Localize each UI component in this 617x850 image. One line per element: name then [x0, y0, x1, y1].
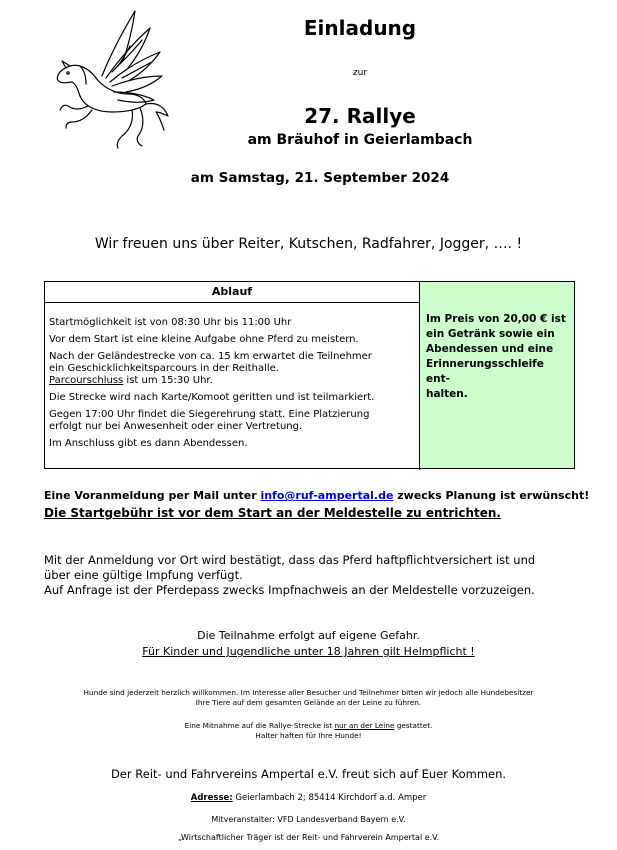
dogs-line3-leash: nur an der Leine — [334, 721, 395, 730]
schedule-parcours-line2: ein Geschicklichkeitsparcours in der Reithalle. — [49, 363, 279, 374]
dogs-line3-end: gestattet. — [394, 721, 433, 730]
preregistration-suffix: zwecks Planung ist erwünscht! — [393, 489, 590, 502]
dogs-line3-start: Eine Mitnahme auf die Rallye-Strecke ist — [184, 721, 335, 730]
schedule-dinner: Im Anschluss gibt es dann Abendessen. — [49, 438, 248, 449]
welcome-text: Wir freuen uns über Reiter, Kutschen, Radfahrer, Jogger, …. ! — [94, 236, 523, 252]
helmet-note: Für Kinder und Jugendliche unter 18 Jahren gilt Helmpflicht ! — [142, 645, 475, 658]
address-label: Adresse: — [190, 793, 233, 803]
zur-label: zur — [352, 68, 368, 78]
preregistration-note — [44, 489, 589, 502]
thanks-text: Der Reit- und Fahrvereins Ampertal e.V. freut sich auf Euer Kommen. — [110, 767, 507, 781]
price-line1: Im Preis von 20,00 € ist — [426, 313, 566, 325]
schedule-parcours-close-label: Parcourschluss — [49, 375, 124, 386]
schedule-parcours-line1: Nach der Geländestrecke von ca. 15 km erwartet die Teilnehmer — [49, 351, 372, 362]
rallye-title: 27. Rallye — [304, 104, 416, 128]
address-line — [0, 793, 617, 803]
schedule-ceremony-line1: Gegen 17:00 Uhr findet die Siegerehrung statt. Eine Platzierung — [49, 409, 370, 420]
schedule-heading: Ablauf — [45, 282, 419, 303]
insurance-line3: Auf Anfrage ist der Pferdepass zwecks Impfnachweis an der Meldestelle vorzuzeigen. — [44, 583, 535, 597]
risk-note: Die Teilnahme erfolgt auf eigene Gefahr. — [197, 629, 420, 642]
dogs-note — [0, 688, 617, 708]
price-line4: Erinnerungsschleife ent- — [426, 358, 544, 385]
schedule-cell — [45, 282, 420, 470]
address-value: Geierlambach 2; 85414 Kirchdorf a.d. Amper — [232, 793, 427, 803]
schedule-parcours-close-time: ist um 15:30 Uhr. — [123, 375, 213, 386]
info-table — [44, 281, 575, 469]
schedule-start: Startmöglichkeit ist von 08:30 Uhr bis 11:00 Uhr — [49, 317, 292, 328]
co-organizer: Mitveranstalter: VFD Landesverband Bayern e.V. — [211, 815, 406, 824]
schedule-ceremony — [49, 409, 419, 433]
schedule-parcours — [49, 351, 419, 387]
dogs-line2: Ihre Tiere auf dem gesamten Gelände an der Leine zu führen. — [195, 698, 422, 707]
price-line3: Abendessen und eine — [426, 343, 554, 355]
schedule-body — [45, 303, 419, 450]
venue-subtitle: am Bräuhof in Geierlambach — [247, 132, 473, 148]
price-line5: halten. — [426, 388, 468, 400]
economic-bearer: „Wirtschaftlicher Träger ist der Reit- und Fahrverein Ampertal e.V. — [177, 833, 440, 842]
preregistration-prefix: Eine Voranmeldung per Mail unter — [44, 489, 261, 502]
dogs-line3 — [0, 721, 617, 731]
fee-note: Die Startgebühr ist vor dem Start an der Meldestelle zu entrichten. — [44, 506, 501, 520]
schedule-task: Vor dem Start ist eine kleine Aufgabe ohne Pferd zu meistern. — [49, 334, 359, 345]
price-line2: ein Getränk sowie ein — [426, 328, 555, 340]
schedule-route: Die Strecke wird nach Karte/Komoot geritten und ist teilmarkiert. — [49, 392, 375, 403]
insurance-line1: Mit der Anmeldung vor Ort wird bestätigt, dass das Pferd haftpflichtversichert ist und — [44, 553, 536, 567]
email-link[interactable]: info@ruf-ampertal.de — [260, 489, 394, 502]
invitation-title: Einladung — [303, 16, 417, 40]
dogs-leash-note — [0, 721, 617, 741]
price-cell — [420, 282, 574, 468]
insurance-line2: über eine gültige Impfung verfügt. — [44, 568, 243, 582]
schedule-ceremony-line2: erfolgt nur bei Anwesenheit oder einer Vertretung. — [49, 421, 303, 432]
dogs-line4: Halter haften für Ihre Hunde! — [255, 731, 362, 740]
dogs-line1: Hunde sind jederzeit herzlich willkommen. Im Interesse aller Besucher und Teilnehmer bitten wir jedoch alle Hundebesitzer — [83, 688, 534, 697]
event-date: am Samstag, 21. September 2024 — [190, 170, 450, 186]
pegasus-logo-icon — [40, 6, 175, 156]
